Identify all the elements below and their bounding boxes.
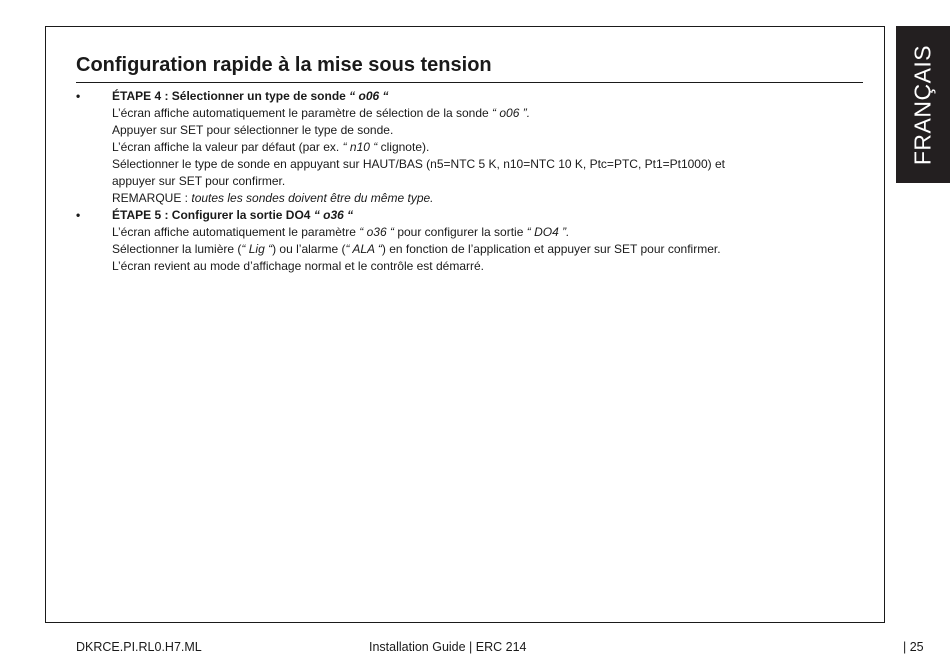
bullet: • bbox=[76, 89, 81, 103]
step-4-line-5: appuyer sur SET pour confirmer. bbox=[112, 174, 286, 188]
footer-center: Installation Guide | ERC 214 bbox=[369, 640, 527, 654]
section-heading: Configuration rapide à la mise sous tension bbox=[76, 54, 492, 76]
step-5-title: ÉTAPE 5 : Configurer la sortie DO4 “ o36 “ bbox=[112, 208, 354, 222]
step-4 bbox=[76, 88, 866, 207]
heading-rule bbox=[76, 82, 863, 83]
step-5-code: “ o36 “ bbox=[313, 208, 354, 222]
step-5-line-1: L’écran affiche automatiquement le paramètre “ o36 “ pour configurer la sortie “ DO4 ”. bbox=[112, 225, 570, 239]
language-tab-label: FRANÇAIS bbox=[909, 44, 936, 165]
step-5-line-2: Sélectionner la lumière (“ Lig “) ou l’alarme (“ ALA “) en fonction de l’application et appuyer sur SET pour confirmer. bbox=[112, 242, 721, 256]
bullet: • bbox=[76, 208, 81, 222]
language-tab bbox=[896, 26, 950, 183]
step-4-line-1: L’écran affiche automatiquement le paramètre de sélection de la sonde “ o06 ”. bbox=[112, 106, 531, 120]
footer-doc-code: DKRCE.PI.RL0.H7.ML bbox=[76, 640, 202, 654]
step-5 bbox=[76, 207, 866, 275]
step-4-title: ÉTAPE 4 : Sélectionner un type de sonde “ o06 “ bbox=[112, 89, 389, 103]
footer-page-number: | 25 bbox=[903, 640, 924, 654]
step-5-line-3: L’écran revient au mode d’affichage normal et le contrôle est démarré. bbox=[112, 259, 484, 273]
step-4-line-4: Sélectionner le type de sonde en appuyant sur HAUT/BAS (n5=NTC 5 K, n10=NTC 10 K, Ptc=PTC, Pt1=Pt1000) et bbox=[112, 157, 725, 171]
steps-list bbox=[76, 88, 866, 275]
step-4-line-2: Appuyer sur SET pour sélectionner le type de sonde. bbox=[112, 123, 394, 137]
step-4-line-3: L’écran affiche la valeur par défaut (par ex. “ n10 “ clignote). bbox=[112, 140, 430, 154]
step-4-code: “ o06 “ bbox=[349, 89, 389, 103]
step-4-note: REMARQUE : toutes les sondes doivent être du même type. bbox=[112, 191, 434, 205]
